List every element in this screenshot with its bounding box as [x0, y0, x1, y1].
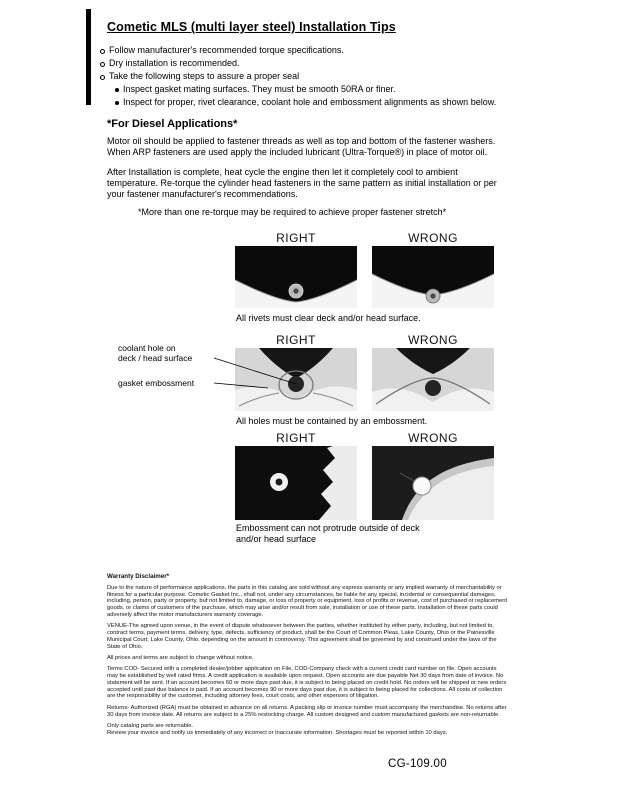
installation-tips-list: [100, 44, 550, 109]
legal-paragraph: All prices and terms are subject to change without notice.: [107, 654, 254, 661]
row1-wrong-label: WRONG: [408, 231, 458, 245]
row2-caption: All holes must be contained by an embossment.: [236, 416, 428, 426]
tip-text: Take the following steps to assure a proper seal: [109, 71, 300, 81]
list-item: [100, 44, 550, 57]
legal-paragraph: Returns- Authorized (RGA) must be obtained in advance on all returns. A packing slip or invoice number must accompany the merchandise. No returns after 30 days from invoice date. All returns are subject to a 25% restocking charge. All custom designed and custom manufactured gaskets are non-returnable.: [107, 704, 507, 718]
dot-bullet-icon: [115, 101, 119, 105]
hole-containment-wrong-diagram: [372, 348, 494, 411]
list-item: [113, 96, 550, 109]
tip-text: Dry installation is recommended.: [109, 58, 240, 68]
catalog-page-code: CG-109.00: [388, 758, 447, 770]
list-item: [113, 83, 550, 96]
list-item: [100, 70, 550, 83]
page-title: Cometic MLS (multi layer steel) Installation Tips: [107, 20, 396, 34]
warranty-heading: Warranty Disclaimer*: [107, 573, 170, 580]
coolant-hole-callout: [118, 344, 214, 363]
print-registration-mark: [86, 9, 91, 105]
gasket-embossment-callout: gasket embossment: [118, 378, 195, 388]
row2-wrong-label: WRONG: [408, 333, 458, 347]
retorque-note: *More than one re-torque may be required to achieve proper fastener stretch*: [138, 207, 447, 217]
tip-text: Inspect for proper, rivet clearance, coolant hole and embossment alignments as shown below.: [123, 97, 497, 107]
rivet-clearance-wrong-diagram: [372, 246, 494, 308]
diesel-paragraph-1: Motor oil should be applied to fastener threads as well as top and bottom of the fastener washers. When ARP fasteners are used apply the included lubricant (Ultra-Torque®) in place of motor oil.: [107, 136, 496, 157]
rivet-clearance-right-diagram: [235, 246, 357, 308]
row3-wrong-label: WRONG: [408, 431, 458, 445]
legal-paragraph: Terms COD- Secured with a completed dealer/jobber application on File, COD-Company check with a current credit card number on file. Open accounts may be established by well rated firms. A credit application is available upon request. Open accounts are due payable Net 30 days from date of invoice. No statement will be sent. If an account becomes 60 or more days past due, it is subject to being placed on credit hold. No orders will be shipped or new orders accepted until past due balance is paid. If an account becomes 90 or more days past due, it is subject to being placed for collections. All costs of collection are the responsibility of the customer, including attorney fees, court costs, and other expenses of litigation.: [107, 666, 507, 700]
legal-paragraph: Only catalog parts are returnable.: [107, 722, 194, 729]
circle-bullet-icon: [100, 75, 105, 80]
tip-text: Inspect gasket mating surfaces. They must be smooth 50RA or finer.: [123, 84, 396, 94]
circle-bullet-icon: [100, 62, 105, 67]
tip-text: Follow manufacturer's recommended torque specifications.: [109, 45, 344, 55]
row3-caption: Embossment can not protrude outside of deck and/or head surface: [236, 523, 420, 544]
row3-right-label: RIGHT: [276, 431, 316, 445]
row1-caption: All rivets must clear deck and/or head surface.: [236, 313, 421, 323]
row2-right-label: RIGHT: [276, 333, 316, 347]
row1-right-label: RIGHT: [276, 231, 316, 245]
legal-paragraph: Review your invoice and notify us immediately of any incorrect or inaccurate information. Shortages must be reported within 10 days.: [107, 729, 448, 736]
callout-line: deck / head surface: [118, 352, 193, 363]
list-item: [100, 57, 550, 70]
protrusion-wrong-diagram: [372, 446, 494, 520]
diesel-paragraph-2: After Installation is complete, heat cycle the engine then let it completely cool to ambient temperature. Re-torque the cylinder head fasteners in the same pattern as initial installation or per your fastener manufacturer's recommendations.: [107, 167, 497, 199]
warranty-disclaimer-section: [107, 574, 509, 741]
diesel-applications-heading: *For Diesel Applications*: [107, 118, 238, 130]
circle-bullet-icon: [100, 49, 105, 54]
callout-line: coolant hole on: [118, 343, 176, 353]
legal-paragraph: VENUE-The agreed upon venue, in the event of dispute whatsoever between the parties, whether instituted by either party, including, but not limited to, contract terms, payment terms, delivery, type, defects, sufficiency of product, shall be the Court of Common Pleas, Lake County, Ohio or the Painesville Municipal Court, Lake County, Ohio, depending on the amount in controversy. This agreement shall be governed by and construed under the laws of the State of Ohio.: [107, 623, 497, 650]
legal-paragraph: Due to the nature of performance applications, the parts in this catalog are sold without any express warranty or any implied warranty of merchantability or fitness for a particular purpose. Cometic Gasket Inc., shall not, under any circumstances, be liable for any special, incidental or consequential damages, including, person, party or property, but not limited to, damage, or loss of property or equipment, loss of profits or revenue, cost of purchased or replacement goods, or claims of customers of the purchase, which may arise and/or result from sale, installation or use of these parts. Installation of these parts could adversely affect the motor manufacturers warranty coverage.: [107, 584, 508, 618]
hole-containment-right-diagram: [235, 348, 357, 411]
dot-bullet-icon: [115, 88, 119, 92]
protrusion-right-diagram: [235, 446, 357, 520]
